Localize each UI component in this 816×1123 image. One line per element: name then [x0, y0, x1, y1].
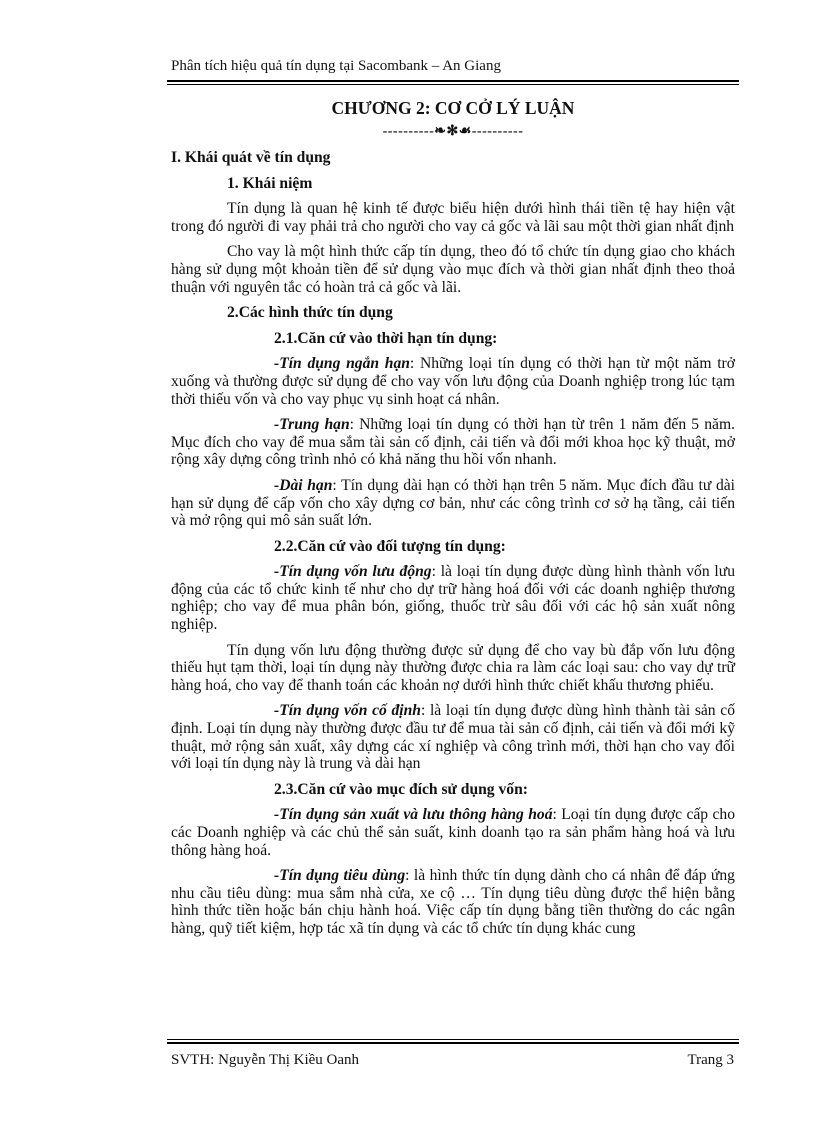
paragraph: [171, 563, 735, 633]
term: -Dài hạn: [274, 476, 333, 494]
term-definition: : là loại tín dụng được dùng hình thành vốn lưu động của các tổ chức kinh tế như cho dự trữ hàng hoá đối với các doanh nghiệp thương nghiệp; cho vay để mua phân bón, giống, thuốc trừ sâu đối với các hộ sản xuất nông nghiệp.: [171, 563, 736, 634]
chapter-title: CHƯƠNG 2: CƠ CỞ LÝ LUẬN: [331, 98, 575, 118]
subsubsection-heading: 2.1.Căn cứ vào thời hạn tín dụng:: [274, 329, 498, 347]
term: -Tín dụng ngắn hạn: [274, 355, 410, 373]
term: -Tín dụng sản xuất và lưu thông hàng hoá: [274, 806, 553, 824]
term-definition: : là hình thức tín dụng dành cho cá nhân để đáp ứng nhu cầu tiêu dùng: mua sắm nhà cửa, xe cộ … Tín dụng tiêu dùng được thể hiện bằng hình thức tiền hoặc bán chịu hành hoá. Việc cấp tín dụng bằng tiền thường do các ngân hàng, quỹ tiết kiệm, hợp tác xã tín dụng và các tổ chức tín dụng khác cung: [171, 867, 735, 937]
footer-rule-thin: [167, 1039, 739, 1040]
term: -Tín dụng vốn lưu động: [274, 563, 432, 581]
header-rule: [167, 80, 739, 82]
paragraph: [171, 867, 735, 937]
term-definition: : là loại tín dụng được dùng hình thành tài sản cố định. Loại tín dụng này thường được đầu tư để mua tài sản cố định, cải tiến và đổi mới kỹ thuật, mở rộng sản xuất, xây dựng các xí nghiệp và công trình mới, thời hạn cho vay đối với loại tín dụng này là trung và dài hạn: [171, 702, 735, 773]
paragraph: [171, 477, 735, 530]
section-heading: I. Khái quát về tín dụng: [171, 149, 331, 166]
term-definition: : Tín dụng dài hạn có thời hạn trên 5 năm. Mục đích đầu tư dài hạn sử dụng để cấp vốn cho xây dựng cơ bản, như các công trình cơ sở hạ tầng, cải tiến và mở rộng qui mô sản suất lớn.: [171, 476, 735, 530]
term: -Tín dụng tiêu dùng: [274, 867, 406, 885]
term: -Trung hạn: [274, 416, 350, 434]
paragraph: [171, 416, 735, 469]
paragraph: Tín dụng là quan hệ kinh tế được biểu hiện dưới hình thái tiền tệ hay hiện vật trong đó người đi vay phải trả cho người cho vay cả gốc và lãi sau một thời gian nhất định: [171, 200, 735, 235]
header-rule-thin: [167, 84, 739, 85]
subsection-heading: 1. Khái niệm: [227, 174, 313, 192]
footer-author: SVTH: Nguyễn Thị Kiều Oanh: [171, 1052, 360, 1068]
paragraph: [171, 355, 735, 408]
term-definition: : Những loại tín dụng có thời hạn từ trên 1 năm đến 5 năm. Mục đích cho vay để mua sắm tài sản cố định, cải tiến và đổi mới khoa học kỹ thuật, mở rộng xây dựng công trình nhỏ có khả năng thu hồi vốn nhanh.: [171, 416, 736, 469]
running-header: Phân tích hiệu quả tín dụng tại Sacombank – An Giang: [171, 58, 501, 74]
subsubsection-heading: 2.3.Căn cứ vào mục đích sử dụng vốn:: [274, 780, 528, 798]
page-number: Trang 3: [687, 1052, 734, 1068]
paragraph: [171, 702, 735, 772]
paragraph: Cho vay là một hình thức cấp tín dụng, theo đó tổ chức tín dụng giao cho khách hàng sử dụng một khoản tiền để sử dụng vào mục đích và thời gian nhất định theo thoả thuận với nguyên tắc có hoàn trả cả gốc và lãi.: [171, 243, 735, 296]
term-definition: : Những loại tín dụng có thời hạn từ một năm trở xuống và thường được sử dụng để cho vay vốn lưu động của Doanh nghiệp trong lúc tạm thời thiếu vốn và cho vay phục vụ sinh hoạt cá nhân.: [171, 355, 735, 408]
chapter-ornament: ----------❧✻☙----------: [382, 124, 524, 139]
paragraph: Tín dụng vốn lưu động thường được sử dụng để cho vay bù đắp vốn lưu động thiếu hụt tạm thời, loại tín dụng này thường được chia ra làm các loại sau: cho vay dự trữ hàng hoá, cho vay để thanh toán các khoản nợ dưới hình thức chiết khấu thương phiếu.: [171, 641, 735, 694]
subsubsection-heading: 2.2.Căn cứ vào đối tượng tín dụng:: [274, 537, 506, 555]
paragraph: [171, 806, 735, 859]
subsection-heading: 2.Các hình thức tín dụng: [227, 304, 393, 322]
footer-rule: [167, 1042, 739, 1044]
page-content: [171, 95, 735, 946]
term: -Tín dụng vốn cố định: [274, 702, 421, 720]
term-definition: : Loại tín dụng được cấp cho các Doanh nghiệp và các chủ thể sản suất, kinh doanh tạo ra sản phẩm hàng hoá và lưu thông hàng hoá.: [171, 806, 735, 859]
